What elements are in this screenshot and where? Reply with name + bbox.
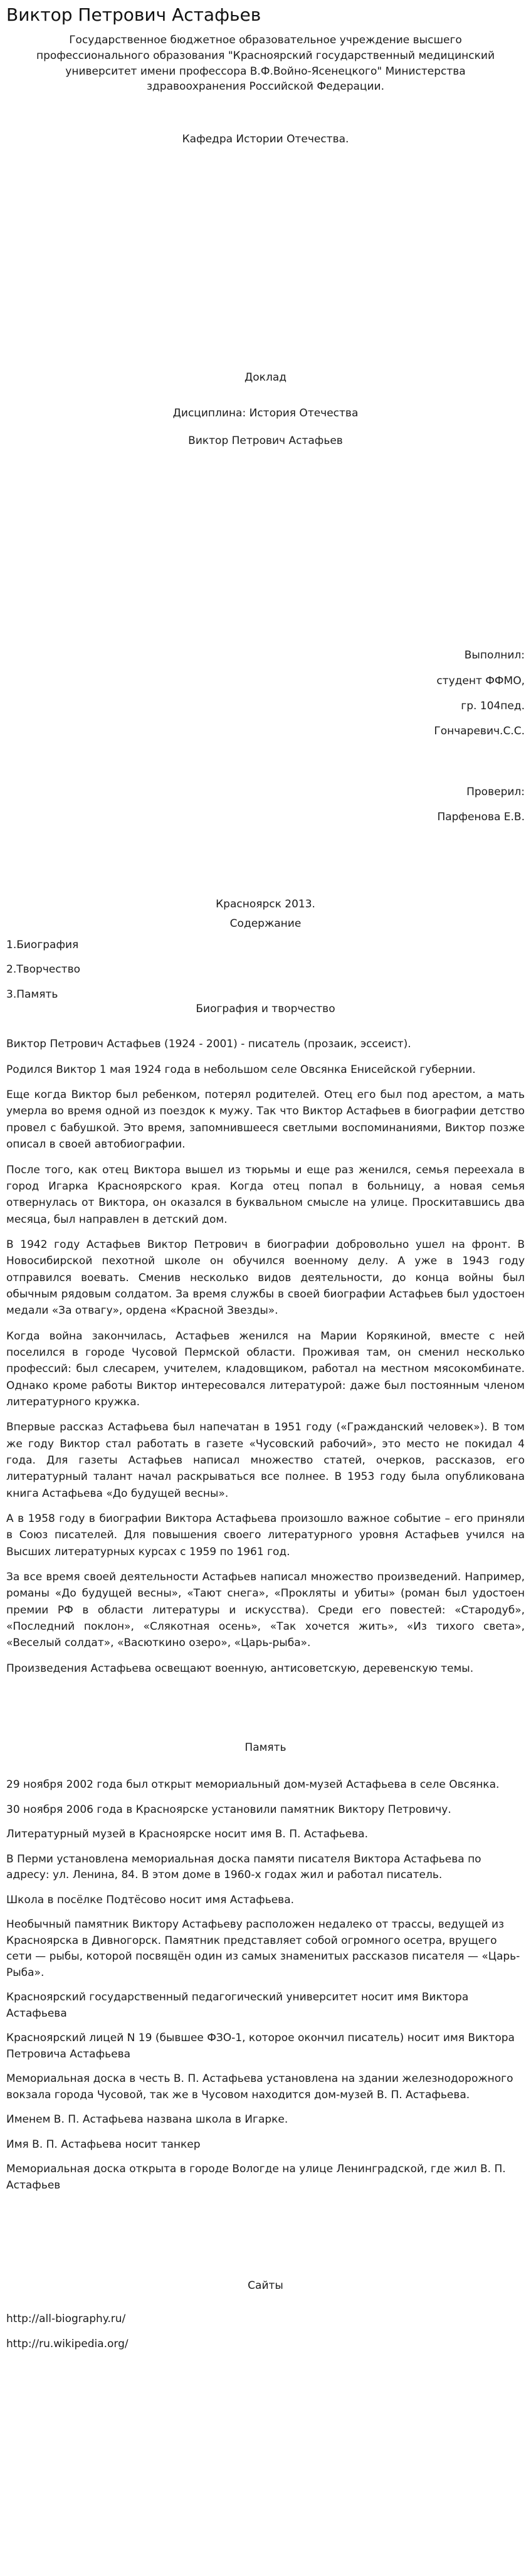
checked-label: Проверил: [466,785,525,798]
author-name: Виктор Петрович Астафьев [188,434,343,447]
memory-heading: Память [244,1741,287,1755]
biography-paragraph: А в 1958 году в биографии Виктора Астафьева произошло важное событие – его приняли в Союз писателей. Для повышения своего литературного уровня Астафьев учился на Высших литературных курсах с 1959 по 1961 год. [6,1512,525,1558]
department-name: Кафедра Истории Отечества. [182,132,349,145]
biography-paragraph: Когда война закончилась, Астафьев женился на Марии Корякиной, вместе с ней поселился в городе Чусовой Пермской области. Проживая там, он сменил несколько профессий: был слесарем, учителем, кладовщиком, работал на местном мясокомбинате. Однако кроме работы Виктор интересовался литературой: даже был постоянным членом литературного кружка. [6,1329,525,1408]
biography-heading: Биография и творчество [196,1003,335,1016]
memory-paragraph: 30 ноября 2006 года в Красноярске установили памятник Виктору Петровичу. [6,1803,451,1816]
memory-paragraph: Мемориальная доска открыта в городе Вологде на улице Ленинградской, где жил В. П. Астафьев [6,2163,506,2192]
document-type: Доклад [244,371,287,384]
memory-paragraph: Литературный музей в Красноярске носит имя В. П. Астафьева. [6,1828,368,1841]
checked-block [6,784,525,826]
biography-paragraph: Еще когда Виктор был ребенком, потерял родителей. Отец его был под арестом, а мать умерла во время одной из поездок к мужу. Так что Виктор Астафьев в биографии детство провел с бабушкой. Это время, запомнившееся светлыми воспоминаниями, Виктор позже описал в своей автобиографии. [6,1089,525,1151]
institution-name: Государственное бюджетное образовательное учреждение высшего профессионального образования "Красноярский государственный медицинский университет имени профессора В.Ф.Войно-Ясенецкого" Министерства здравоохранения Российской Федерации. [36,34,495,93]
biography-paragraph: Произведения Астафьева освещают военную, антисоветскую, деревенскую темы. [6,1662,474,1675]
toc-item: 2.Творчество [6,963,80,976]
performed-line: студент ФФМО, [436,674,525,687]
sites-section [6,2311,525,2353]
discipline-label: Дисциплина: История Отечества [172,406,359,420]
toc-item: 3.Память [6,988,58,1001]
memory-section [6,1777,525,2193]
performed-line: Гончаревич.С.С. [434,725,525,738]
biography-paragraph: После того, как отец Виктора вышел из тюрьмы и еще раз женился, семья переехала в город Игарка Красноярского края. Когда отец попал в больницу, а новая семья отвернулась от Виктора, он оказался в буквальном смысле на улице. Проскитавшись два месяца, был направлен в детский дом. [6,1163,525,1226]
document-title: Виктор Петрович Астафьев [6,4,261,25]
sites-heading: Сайты [248,2279,283,2293]
memory-paragraph: Мемориальная доска в честь В. П. Астафьева установлена на здании железнодорожного вокзала города Чусовой, так же в Чусовом находится дом-музей В. П. Астафьева. [6,2072,513,2101]
biography-paragraph: Виктор Петрович Астафьев (1924 - 2001) - писатель (прозаик, эссеист). [6,1038,411,1051]
biography-paragraph: Родился Виктор 1 мая 1924 года в небольшом селе Овсянка Енисейской губернии. [6,1063,476,1076]
performed-label: Выполнил: [464,649,525,662]
memory-paragraph: Именем В. П. Астафьева названа школа в Игарке. [6,2113,288,2126]
memory-paragraph: Необычный памятник Виктору Астафьеву расположен недалеко от трассы, ведущей из Красноярска в Дивногорск. Памятник представляет собой огромного осетра, врущего сети — рыбы, которой посвящён один из самых знаменитых рассказов писателя — «Царь-Рыба». [6,1918,520,1979]
city-year: Красноярск 2013. [216,898,315,911]
memory-paragraph: В Перми установлена мемориальная доска памяти писателя Виктора Астафьева по адресу: ул. Ленина, 84. В этом доме в 1960-х годах жил и работал писатель. [6,1852,481,1882]
memory-paragraph: Красноярский государственный педагогический университет носит имя Виктора Астафьева [6,1991,469,2020]
memory-paragraph: Имя В. П. Астафьева носит танкер [6,2138,201,2151]
contents-title: Содержание [229,917,302,930]
checked-name: Парфенова Е.В. [437,811,525,824]
site-link[interactable]: http://all-biography.ru/ [6,2312,126,2325]
biography-paragraph: В 1942 году Астафьев Виктор Петрович в биографии добровольно ушел на фронт. В Новосибирской пехотной школе он обучился военному делу. А уже в 1943 году отправился воевать. Сменив несколько видов деятельности, до конца войны был обычным рядовым солдатом. За время службы в своей биографии Астафьев был удостоен медали «За отвагу», ордена «Красной Звезды». [6,1238,525,1317]
toc-item: 1.Биография [6,939,79,952]
table-of-contents [6,937,525,1003]
performed-line: гр. 104пед. [461,700,525,713]
biography-paragraph: Впервые рассказ Астафьева был напечатан в 1951 году («Гражданский человек»). В том же году Виктор стал работать в газете «Чусовский рабочий», это место не покидал 4 года. Для газеты Астафьев написал множество статей, очерков, рассказов, его литературный талант начал раскрываться все полнее. В 1953 году была опубликована книга Астафьева «До будущей весны». [6,1421,525,1500]
biography-section [6,1036,525,1677]
memory-paragraph: Школа в посёлке Подтёсово носит имя Астафьева. [6,1893,295,1906]
performed-block [6,647,525,739]
memory-paragraph: 29 ноября 2002 года был открыт мемориальный дом-музей Астафьева в селе Овсянка. [6,1778,500,1792]
site-link[interactable]: http://ru.wikipedia.org/ [6,2338,129,2351]
biography-paragraph: За все время своей деятельности Астафьев написал множество произведений. Например, романы «До будущей весны», «Тают снега», «Прокляты и убиты» (роман был удостоен премии РФ в области литературы и искусства). Среди его повестей: «Стародуб», «Последний поклон», «Слякотная осень», «Так хочется жить», «Из тихого света», «Веселый солдат», «Васюткино озеро», «Царь-рыба». [6,1571,525,1650]
memory-paragraph: Красноярский лицей N 19 (бывшее ФЗО-1, которое окончил писатель) носит имя Виктора Петровича Астафьева [6,2032,515,2061]
